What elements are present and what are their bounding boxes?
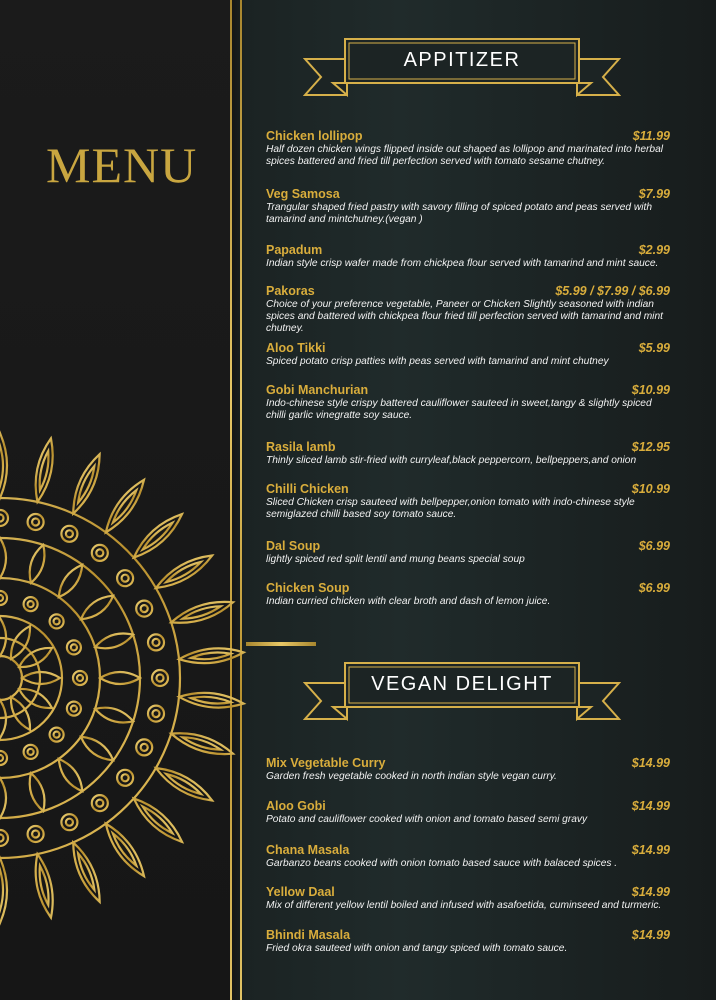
mandala-detail (152, 670, 168, 686)
menu-item (266, 928, 670, 955)
menu-item (266, 482, 670, 521)
section-banner-appetizer (303, 37, 621, 101)
item-price: $14.99 (631, 756, 670, 770)
mandala-detail (32, 831, 39, 838)
mandala-detail (136, 601, 152, 617)
menu-item (266, 440, 670, 467)
item-price: $14.99 (631, 885, 670, 899)
mandala-detail (73, 671, 87, 685)
mandala-detail (28, 514, 44, 530)
mandala-detail (93, 703, 135, 727)
menu-title: MENU (46, 137, 198, 193)
item-description: Indo-chinese style crispy battered cauliflower sauteed in sweet,tangy & slightly spiced chilli garlic vinegratte soy sauce. (266, 398, 652, 421)
menu-item (266, 885, 670, 912)
mandala-detail (28, 826, 44, 842)
mandala-detail (0, 870, 3, 910)
mandala-detail (0, 515, 4, 522)
item-price: $12.95 (631, 440, 670, 454)
item-price: $7.99 (638, 187, 670, 201)
mandala-detail (0, 778, 6, 818)
mandala-detail (24, 745, 38, 759)
mandala-detail (136, 739, 152, 755)
mandala-detail (96, 549, 103, 556)
mandala-detail (67, 451, 106, 516)
menu-item (266, 284, 670, 335)
mandala-detail (66, 530, 73, 537)
mandala-detail (0, 755, 3, 761)
mandala-detail (100, 476, 150, 537)
item-description: Indian curried chicken with clear broth and dash of lemon juice. (266, 596, 551, 607)
item-name: Chicken lollipop (266, 129, 363, 143)
mandala-detail (67, 640, 81, 654)
item-name: Dal Soup (266, 539, 321, 553)
item-name: Chana Masala (266, 843, 350, 857)
item-name: Papadum (266, 243, 323, 257)
mandala-detail (153, 710, 160, 717)
item-description: Thinly sliced lamb stir-fried with curryleaf,black peppercorn, bellpeppers,and onion (266, 455, 637, 466)
mandala-ornament-icon (0, 398, 250, 958)
menu-item (266, 756, 670, 783)
item-name: Pakoras (266, 284, 315, 298)
mandala-detail (0, 656, 22, 700)
item-description: Garden fresh vegetable cooked in north indian style vegan curry. (266, 771, 557, 782)
mandala-detail (129, 793, 187, 847)
section-banner-vegan (303, 661, 621, 725)
item-price: $6.99 (638, 581, 670, 595)
item-description: Indian style crisp wafer made from chickpea flour served with tamarind and mint sauce. (266, 258, 659, 269)
mandala-detail (157, 675, 164, 682)
item-description: Half dozen chicken wings flipped inside out shaped as lollipop and marinated into herbal spices battered and fried till perfection served with tomato sesame chutney. (266, 144, 663, 167)
mandala-detail (0, 446, 3, 486)
mandala-detail (37, 865, 51, 905)
mandala-detail (148, 634, 164, 650)
item-name: Mix Vegetable Curry (266, 756, 386, 770)
item-description: Mix of different yellow lentil boiled and infused with asafoetida, cuminseed and turmeric. (266, 900, 662, 911)
menu-item (266, 243, 670, 270)
mandala-detail (141, 744, 148, 751)
mandala-detail (71, 706, 77, 712)
mandala-detail (77, 591, 116, 624)
item-price: $6.99 (638, 539, 670, 553)
mandala-detail (67, 702, 81, 716)
item-price: $5.99 / $7.99 / $6.99 (555, 284, 670, 298)
item-price: $14.99 (631, 843, 670, 857)
mandala-detail (50, 728, 64, 742)
mandala-detail (129, 509, 187, 563)
item-name: Rasila lamb (266, 440, 336, 454)
item-name: Aloo Tikki (266, 341, 326, 355)
mandala-detail (153, 639, 160, 646)
mandala-detail (169, 596, 235, 629)
item-name: Chicken Soup (266, 581, 350, 595)
mandala-detail (122, 774, 129, 781)
item-name: Gobi Manchurian (266, 383, 369, 397)
mandala-detail (141, 804, 175, 835)
mandala-detail (178, 645, 244, 666)
mandala-detail (152, 762, 215, 807)
mandala-detail (148, 706, 164, 722)
item-price: $10.99 (631, 482, 670, 496)
item-name: Yellow Daal (266, 885, 335, 899)
menu-item (266, 581, 670, 608)
mandala-detail (67, 840, 106, 905)
mandala-detail (117, 770, 133, 786)
item-description: Fried okra sauteed with onion and tangy spiced with tomato sauce. (266, 943, 568, 954)
mandala-detail (54, 561, 87, 600)
item-description: Choice of your preference vegetable, Paneer or Chicken Slightly seasoned with indian spices and battered with chickpea flour fried till perfection served with tamarind and mint chutney. (266, 299, 663, 334)
mandala-detail (152, 549, 215, 594)
item-description: Spiced potato crisp patties with peas served with tamarind and mint chutney (266, 356, 609, 367)
item-description: lightly spiced red split lentil and mung beans special soup (266, 554, 525, 565)
item-name: Aloo Gobi (266, 799, 326, 813)
mandala-detail (54, 618, 60, 624)
item-name: Veg Samosa (266, 187, 340, 201)
mandala-detail (169, 727, 235, 760)
mandala-detail (25, 543, 49, 585)
mandala-detail (61, 526, 77, 542)
mandala-detail (71, 644, 77, 650)
mandala-detail (54, 732, 60, 738)
item-price: $10.99 (631, 383, 670, 397)
item-name: Chilli Chicken (266, 482, 349, 496)
mandala-detail (77, 675, 83, 681)
item-name: Bhindi Masala (266, 928, 351, 942)
mandala-detail (66, 819, 73, 826)
menu-item (266, 187, 670, 226)
mandala-detail (37, 450, 51, 490)
mandala-detail (122, 575, 129, 582)
menu-item (266, 129, 670, 168)
mandala-detail (25, 771, 49, 813)
mandala-detail (141, 521, 175, 552)
menu-item (266, 539, 670, 566)
mandala-detail (54, 755, 87, 794)
mandala-detail (117, 570, 133, 586)
mandala-detail (100, 672, 140, 684)
mandala-detail (31, 853, 58, 919)
menu-item (266, 341, 670, 368)
gold-divider-bar (246, 642, 316, 646)
item-price: $14.99 (631, 799, 670, 813)
item-description: Garbanzo beans cooked with onion tomato based sauce with balaced spices . (266, 858, 618, 869)
item-price: $11.99 (632, 129, 670, 143)
mandala-detail (93, 629, 135, 653)
mandala-detail (31, 437, 58, 503)
mandala-detail (96, 800, 103, 807)
mandala-detail (92, 545, 108, 561)
mandala-detail (50, 614, 64, 628)
section-title: VEGAN DELIGHT (371, 672, 553, 695)
menu-item (266, 383, 670, 422)
mandala-detail (0, 835, 4, 842)
mandala-detail (141, 605, 148, 612)
mandala-detail (100, 820, 150, 881)
mandala-detail (28, 601, 34, 607)
item-description: Potato and cauliflower cooked with onion and tomato based semi gravy (266, 814, 588, 825)
mandala-detail (28, 749, 34, 755)
mandala-detail (178, 690, 244, 711)
mandala-detail (0, 538, 6, 578)
item-description: Trangular shaped fried pastry with savory filling of spiced potato and peas served with tamarind and mintchutney.(vegan ) (266, 202, 653, 225)
item-price: $14.99 (631, 928, 670, 942)
item-price: $5.99 (638, 341, 670, 355)
mandala-detail (92, 795, 108, 811)
section-title: APPITIZER (403, 48, 521, 71)
mandala-detail (32, 519, 39, 526)
menu-item (266, 843, 670, 870)
item-price: $2.99 (638, 243, 670, 257)
mandala-detail (0, 595, 3, 601)
mandala-detail (77, 732, 116, 765)
mandala-detail (24, 597, 38, 611)
menu-item (266, 799, 670, 826)
mandala-detail (61, 814, 77, 830)
item-description: Sliced Chicken crisp sauteed with bellpepper,onion tomato with indo-chinese style semiglazed chilli based soy tomato sauce. (266, 497, 635, 520)
